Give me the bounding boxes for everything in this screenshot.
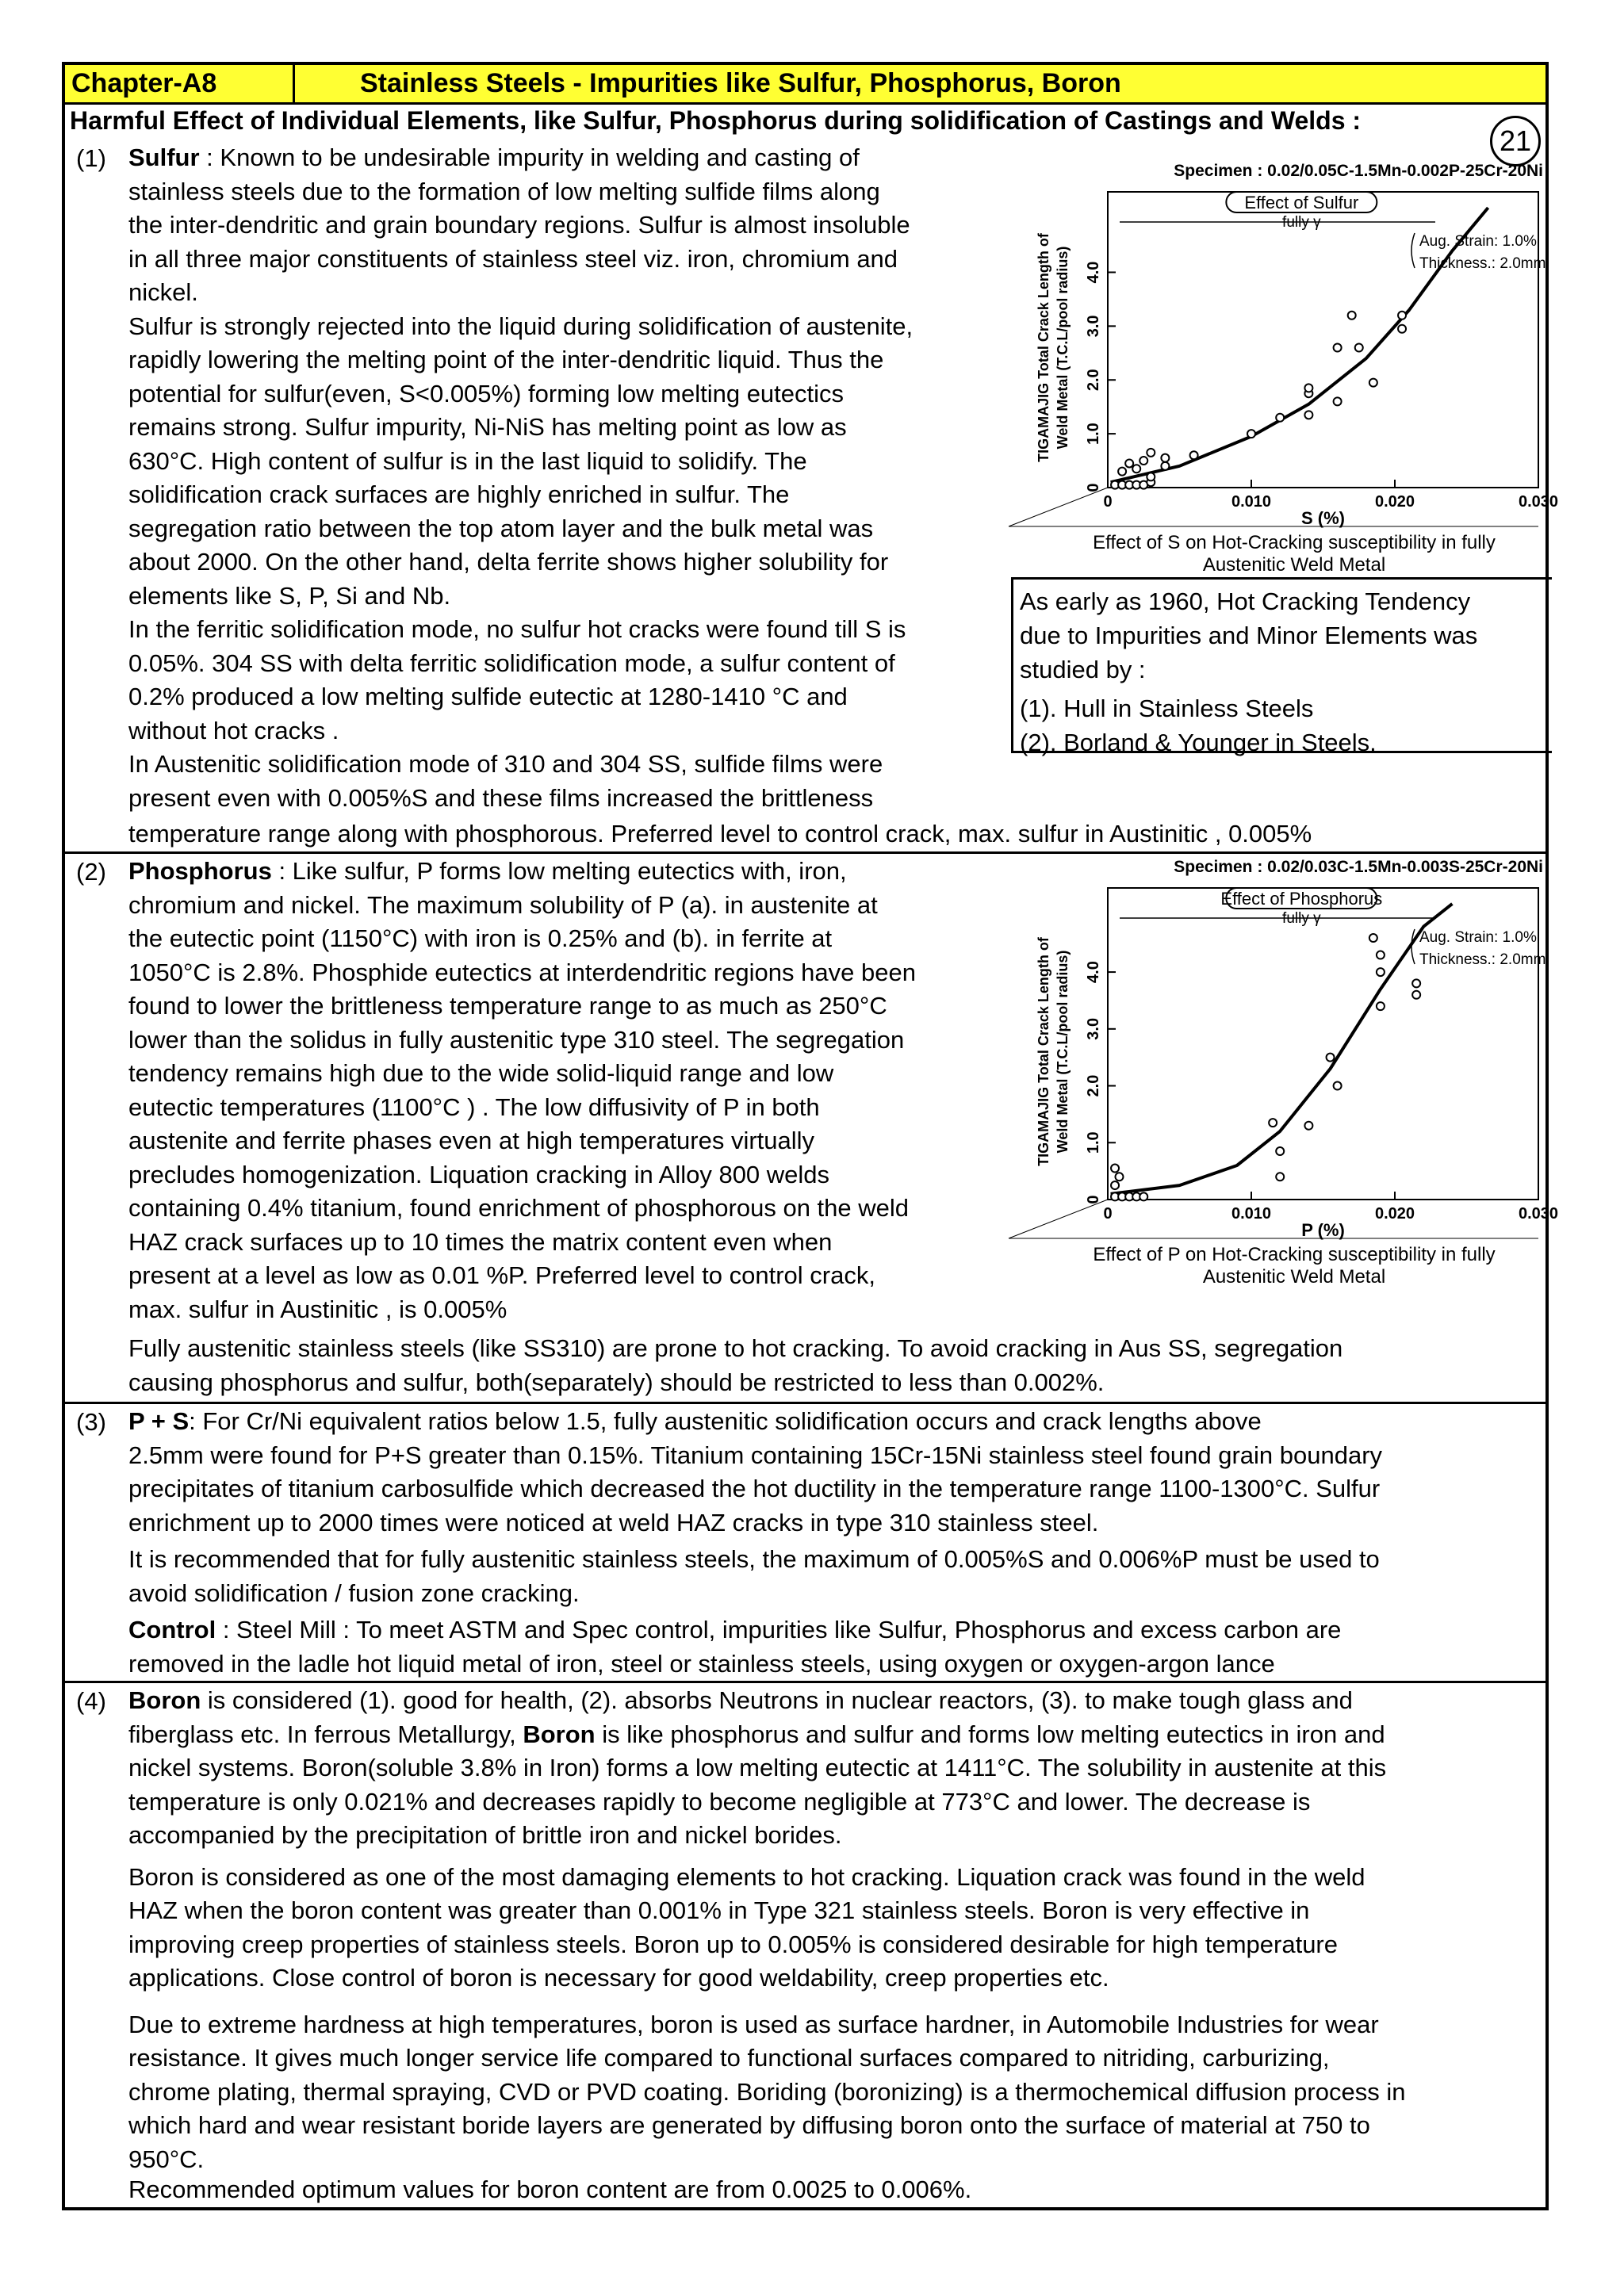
data-point [1111, 1181, 1119, 1189]
data-point [1348, 312, 1356, 320]
phosphorus-line: tendency remains high due to the wide solid-liquid range and low [128, 1059, 834, 1087]
sulfur-line: in all three major constituents of stainless steel viz. iron, chromium and [128, 244, 898, 273]
boron-para3-line: Due to extreme hardness at high temperatures, boron is used as surface hardner, in Automobile Industries for wear [128, 2010, 1379, 2038]
data-point [1355, 344, 1363, 352]
divider [65, 1402, 1545, 1404]
data-point [1334, 1082, 1342, 1090]
ps-recommend-line: It is recommended that for fully austenitic stainless steels, the maximum of 0.005%S and 0.006%P must be used to [128, 1545, 1380, 1573]
boron-para3-line: which hard and wear resistant boride layers are generated by diffusing boron onto the surface of material at 750 to [128, 2111, 1370, 2139]
data-point [1147, 473, 1155, 480]
history-line: (1). Hull in Stainless Steels [1020, 695, 1314, 722]
ps-recommend [128, 1543, 1548, 1610]
ps-intro: : For Cr/Ni equivalent ratios below 1.5, fully austenitic solidification occurs and crack lengths above [189, 1407, 1262, 1435]
y-axis-label-line: TIGAMAJIG Total Crack Length of [1036, 937, 1051, 1166]
page-frame [62, 62, 1559, 2210]
sulfur-title: Sulfur [128, 144, 200, 171]
phosphorus-line: the eutectic point (1150°C) with iron is 0.25% and (b). in ferrite at [128, 924, 833, 952]
sulfur-line: 0.05%. 304 SS with delta ferritic solidification mode, a sulfur content of [128, 649, 895, 677]
chart-caption-line: Austenitic Weld Metal [1202, 554, 1386, 576]
chart-title: Effect of Sulfur [1244, 193, 1359, 212]
boron-text [128, 1684, 1548, 2203]
data-point [1139, 1192, 1147, 1200]
x-tick-label: 0 [1103, 493, 1113, 511]
data-point [1161, 462, 1169, 470]
data-point [1276, 414, 1284, 422]
chart-caption-line: Effect of S on Hot-Cracking susceptibility in fully [1093, 532, 1496, 553]
data-point [1247, 430, 1255, 438]
history-line: As early as 1960, Hot Cracking Tendency [1020, 587, 1471, 615]
boron-para3 [128, 2008, 1548, 2177]
data-point [1132, 465, 1140, 473]
data-point [1377, 951, 1385, 959]
sulfur-line: solidification crack surfaces are highly enriched in sulfur. The [128, 480, 790, 508]
chart-title: Effect of Phosphorus [1220, 889, 1383, 909]
ps-recommend-line: avoid solidification / fusion zone cracking. [128, 1578, 580, 1607]
ps-control-line: removed in the ladle hot liquid metal of iron, steel or stainless steels, using oxygen or oxygen-argon lance [128, 1649, 1275, 1678]
chart-caption [1093, 1244, 1495, 1288]
data-point [1304, 411, 1312, 419]
data-point [1398, 325, 1406, 333]
sulfur-line: elements like S, P, Si and Nb. [128, 581, 451, 610]
y-axis-label-line: Weld Metal (T.C.L/pool radius) [1055, 950, 1071, 1154]
sulfur-text [128, 141, 1060, 815]
data-point [1304, 1122, 1312, 1130]
y-tick-label: 0 [1085, 483, 1102, 492]
data-point [1147, 449, 1155, 457]
boron-para3-line: resistance. It gives much longer service life compared to functional surfaces compared to nitriding, carburizing, [128, 2044, 1330, 2072]
boron-line: temperature is only 0.021% and decreases rapidly to become negligible at 773°C and lower. The decrease is [128, 1787, 1311, 1816]
data-point [1276, 1173, 1284, 1181]
phosphorus-number: (2) [76, 858, 106, 886]
sulfur-line: nickel. [128, 278, 198, 306]
diagonal-rule [1009, 488, 1108, 526]
data-point [1377, 1002, 1385, 1010]
sulfur-line: stainless steels due to the formation of low melting sulfide films along [128, 177, 880, 205]
diagonal-rule [1009, 1200, 1108, 1238]
boron-title-inline: Boron [523, 1720, 596, 1748]
ps-first-line [128, 1405, 1548, 1439]
phosphorus-line: chromium and nickel. The maximum solubility of P (a). in austenite at [128, 890, 878, 919]
sulfur-line: 630°C. High content of sulfur is in the last liquid to solidify. The [128, 446, 807, 475]
history-line: studied by : [1020, 656, 1146, 683]
x-tick-label: 0.010 [1231, 493, 1272, 511]
sulfur-line: segregation ratio between the top atom layer and the bulk metal was [128, 514, 874, 542]
data-point [1369, 934, 1377, 942]
annotation-brace [1411, 929, 1415, 964]
boron-para3-line: 950°C. [128, 2145, 205, 2173]
phosphorus-line: eutectic temperatures (1100°C ) . The low diffusivity of P in both [128, 1093, 820, 1121]
region-label: fully γ [1282, 214, 1321, 231]
x-axis-label: S (%) [1301, 508, 1345, 528]
header-bar [65, 65, 1545, 105]
x-tick-label: 0.020 [1374, 493, 1415, 511]
phosphorus-text [128, 855, 1060, 1326]
phosphorus-line: HAZ crack surfaces up to 10 times the matrix content even when [128, 1227, 833, 1256]
data-point [1111, 1165, 1119, 1173]
data-point [1377, 968, 1385, 976]
chart-caption [1093, 532, 1496, 576]
y-tick-label: 2.0 [1085, 369, 1102, 392]
y-tick-label: 0 [1085, 1195, 1102, 1204]
sulfur-last-line: temperature range along with phosphorous. Preferred level to control crack, max. sulfur in Austinitic , 0.005% [128, 820, 1312, 848]
ps-control-line [128, 1613, 1548, 1647]
ps-title: P + S [128, 1407, 190, 1435]
data-point [1276, 1147, 1284, 1155]
y-axis-label-line: Weld Metal (T.C.L/pool radius) [1055, 246, 1071, 450]
x-tick-label: 0.010 [1231, 1205, 1272, 1223]
divider [65, 1681, 1545, 1683]
ps-control [128, 1613, 1548, 1681]
control-label: Control [128, 1616, 216, 1644]
boron-line: accompanied by the precipitation of brittle iron and nickel borides. [128, 1821, 842, 1849]
data-point [1398, 312, 1406, 320]
chart-svg [1009, 159, 1559, 579]
data-point [1115, 1173, 1123, 1181]
y-tick-label: 3.0 [1085, 1017, 1102, 1040]
sulfur-chart [1009, 159, 1559, 579]
chart-specimen: Specimen : 0.02/0.03C-1.5Mn-0.003S-25Cr-20Ni [1174, 858, 1543, 876]
boron-line [128, 1684, 1548, 1718]
data-point [1269, 1119, 1277, 1127]
phosphorus-line: 1050°C is 2.8%. Phosphide eutectics at interdendritic regions have been [128, 958, 916, 986]
phosphorus-line: precludes homogenization. Liquation cracking in Alloy 800 welds [128, 1160, 830, 1188]
boron-title: Boron [128, 1686, 201, 1714]
sulfur-line: In the ferritic solidification mode, no sulfur hot cracks were found till S is [128, 615, 906, 643]
ps-line: 2.5mm were found for P+S greater than 0.15%. Titanium containing 15Cr-15Ni stainless steel found grain boundary [128, 1441, 1383, 1469]
x-axis-label: P (%) [1301, 1220, 1345, 1240]
y-tick-label: 2.0 [1085, 1074, 1102, 1097]
data-point [1412, 979, 1420, 987]
boron-para2-line: improving creep properties of stainless steels. Boron up to 0.005% is considered desirable for high temperature [128, 1930, 1338, 1958]
divider [65, 851, 1545, 854]
ps-number: (3) [76, 1408, 106, 1436]
annotation-brace [1411, 233, 1415, 268]
sulfur-line: the inter-dendritic and grain boundary regions. Sulfur is almost insoluble [128, 211, 910, 239]
y-axis-label-line: TIGAMAJIG Total Crack Length of [1036, 233, 1051, 462]
harmful-heading: Harmful Effect of Individual Elements, like Sulfur, Phosphorus during solidification of Castings and Welds : [70, 106, 1362, 135]
history-box [1011, 577, 1552, 756]
page-title: Stainless Steels - Impurities like Sulfur, Phosphorus, Boron [360, 68, 1121, 98]
page-number-badge: 21 [1490, 116, 1541, 166]
annotation-text: Thickness.: 2.0mm [1419, 951, 1546, 968]
phosphorus-closing-line: Fully austenitic stainless steels (like SS310) are prone to hot cracking. To avoid cracking in Aus SS, segregation [128, 1334, 1343, 1362]
chart-svg [1009, 855, 1559, 1291]
phosphorus-line: present at a level as low as 0.01 %P. Preferred level to control crack, [128, 1261, 875, 1289]
phosphorus-closing [128, 1332, 1548, 1399]
sulfur-number: (1) [76, 144, 106, 172]
data-point [1412, 991, 1420, 999]
annotation-text: Thickness.: 2.0mm [1419, 255, 1546, 272]
sulfur-line: without hot cracks . [128, 716, 339, 744]
x-tick-label: 0.030 [1518, 493, 1559, 511]
boron-recommended: Recommended optimum values for boron content are from 0.0025 to 0.006%. [128, 2175, 972, 2203]
annotation-text: Aug. Strain: 1.0% [1419, 929, 1537, 946]
boron-line: nickel systems. Boron(soluble 3.8% in Iron) forms a low melting eutectic at 1411°C. The solubility in austenite at this [128, 1754, 1387, 1781]
ps-line: precipitates of titanium carbosulfide which decreased the hot ductility in the temperature range 1100-1300°C. Sulfur [128, 1475, 1381, 1502]
boron-line2a: fiberglass etc. In ferrous Metallurgy, [128, 1720, 523, 1748]
phosphorus-chart [1009, 855, 1559, 1291]
x-tick-label: 0.020 [1374, 1205, 1415, 1223]
data-point [1369, 379, 1377, 387]
data-point [1118, 468, 1126, 476]
data-point [1125, 459, 1133, 467]
control-text: : Steel Mill : To meet ASTM and Spec control, impurities like Sulfur, Phosphorus and excess carbon are [216, 1616, 1342, 1644]
sulfur-line: remains strong. Sulfur impurity, Ni-NiS has melting point as low as [128, 413, 847, 441]
boron-number: (4) [76, 1687, 106, 1715]
data-point [1304, 384, 1312, 392]
y-tick-label: 4.0 [1085, 961, 1102, 983]
sulfur-line: present even with 0.005%S and these films increased the brittleness [128, 783, 874, 812]
phosphorus-title: Phosphorus [128, 857, 272, 885]
chart-specimen: Specimen : 0.02/0.05C-1.5Mn-0.002P-25Cr-20Ni [1174, 162, 1543, 180]
sulfur-line: 0.2% produced a low melting sulfide eutectic at 1280-1410 °C and [128, 683, 848, 710]
sulfur-line: Sulfur is strongly rejected into the liquid during solidification of austenite, [128, 312, 914, 340]
boron-para3-line: chrome plating, thermal spraying, CVD or PVD coating. Boriding (boronizing) is a thermochemical diffusion process in [128, 2077, 1406, 2106]
boron-line2b: is like phosphorus and sulfur and forms low melting eutectics in iron and [595, 1720, 1385, 1748]
y-tick-label: 1.0 [1085, 423, 1102, 446]
data-point [1334, 344, 1342, 352]
ps-text [128, 1405, 1548, 1681]
phosphorus-line: lower than the solidus in fully austenitic type 310 steel. The segregation [128, 1025, 905, 1054]
boron-para2-line: Boron is considered as one of the most damaging elements to hot cracking. Liquation crack was found in the weld [128, 1862, 1365, 1891]
ps-line: enrichment up to 2000 times were noticed at weld HAZ cracks in type 310 stainless steel. [128, 1508, 1099, 1536]
sulfur-line: about 2000. On the other hand, delta ferrite shows higher solubility for [128, 548, 889, 576]
y-axis-label [1036, 936, 1071, 1166]
chart-caption-line: Austenitic Weld Metal [1202, 1266, 1386, 1288]
sulfur-line: potential for sulfur(even, S<0.005%) forming low melting eutectics [128, 379, 845, 408]
history-line: (2). Borland & Younger in Steels. [1020, 729, 1377, 756]
boron-line1: is considered (1). good for health, (2). absorbs Neutrons in nuclear reactors, (3). to make tough glass and [201, 1686, 1353, 1714]
x-tick-label: 0 [1103, 1205, 1113, 1223]
data-point [1190, 451, 1198, 459]
region-label: fully γ [1282, 910, 1321, 927]
y-tick-label: 1.0 [1085, 1131, 1102, 1154]
boron-para2 [128, 1861, 1548, 1996]
sulfur-intro: : Known to be undesirable impurity in welding and casting of [199, 144, 860, 171]
boron-line [128, 1718, 1548, 1752]
history-line: due to Impurities and Minor Elements was [1020, 622, 1478, 649]
phosphorus-line: max. sulfur in Austinitic , is 0.005% [128, 1295, 508, 1323]
phosphorus-line: austenite and ferrite phases even at high temperatures virtually [128, 1127, 815, 1154]
y-axis-label [1036, 232, 1071, 462]
sulfur-line: In Austenitic solidification mode of 310 and 304 SS, sulfide films were [128, 750, 883, 778]
y-tick-label: 4.0 [1085, 261, 1102, 284]
boron-para2-line: applications. Close control of boron is necessary for good weldability, creep properties etc. [128, 1964, 1109, 1992]
phosphorus-first-line [128, 855, 1060, 889]
phosphorus-intro: : Like sulfur, P forms low melting eutectics with, iron, [271, 857, 847, 885]
annotation-text: Aug. Strain: 1.0% [1419, 233, 1537, 250]
data-point [1327, 1054, 1335, 1062]
sulfur-line: rapidly lowering the melting point of the inter-dendritic liquid. Thus the [128, 346, 884, 373]
chart-caption-line: Effect of P on Hot-Cracking susceptibility in fully [1093, 1244, 1496, 1265]
phosphorus-line: containing 0.4% titanium, found enrichment of phosphorous on the weld [128, 1194, 910, 1222]
data-point [1139, 457, 1147, 465]
sulfur-first-line [128, 141, 1060, 175]
phosphorus-closing-line: causing phosphorus and sulfur, both(separately) should be restricted to less than 0.002%. [128, 1368, 1105, 1396]
data-point [1161, 454, 1169, 462]
data-point [1334, 397, 1342, 405]
boron-para2-line: HAZ when the boron content was greater than 0.001% in Type 321 stainless steels. Boron is very effective in [128, 1896, 1310, 1924]
chapter-label: Chapter-A8 [65, 65, 295, 102]
phosphorus-line: found to lower the brittleness temperature range to as much as 250°C [128, 992, 887, 1020]
x-tick-label: 0.030 [1518, 1205, 1559, 1223]
y-tick-label: 3.0 [1085, 315, 1102, 338]
